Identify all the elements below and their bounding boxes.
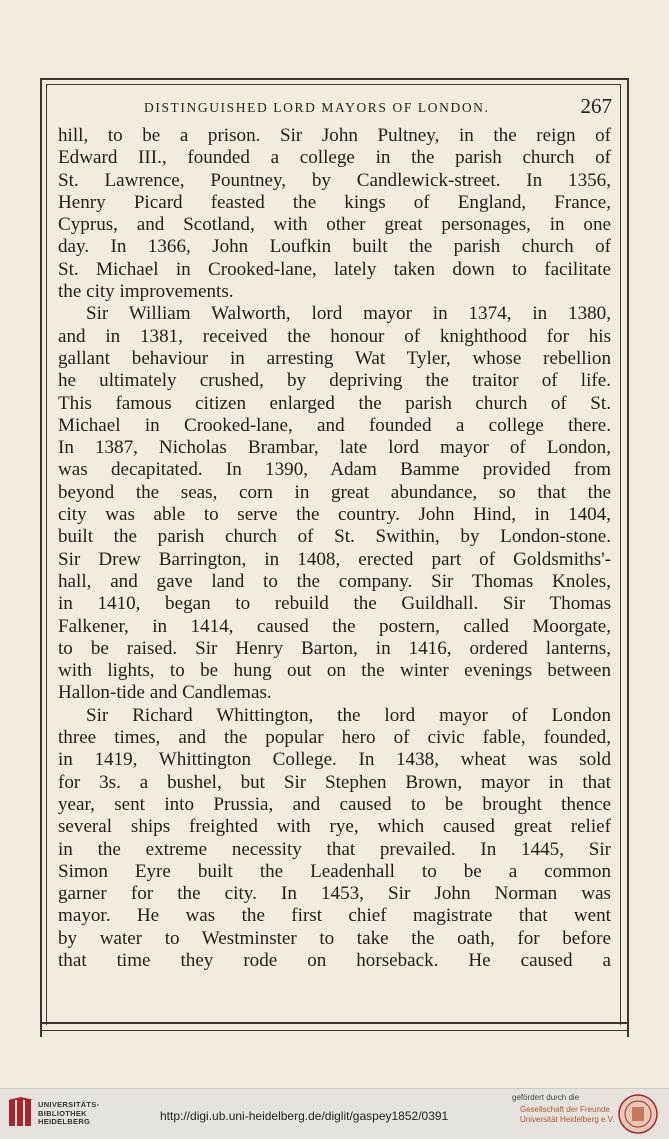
library-name: UNIVERSITÄTS- BIBLIOTHEK HEIDELBERG [38,1100,100,1127]
text-line: the city improvements. [58,281,234,303]
text-line: Edward III., founded a college in the parish church of [58,147,611,169]
text-line: mayor. He was the first chief magistrate that went [58,905,611,927]
text-line: that time they rode on horseback. He caused a [58,949,611,971]
bottom-rule [40,1022,627,1024]
text-line: Henry Picard feasted the kings of England, France, [58,191,611,213]
page-header [62,96,612,126]
text-line: Sir William Walworth, lord mayor in 1374, in 1380, [86,303,611,325]
text-line: hill, to be a prison. Sir John Pultney, in the reign of [58,125,611,146]
bottom-rule-thin [40,1030,627,1031]
text-line: several ships freighted with rye, which caused great relief [58,816,611,838]
running-head: DISTINGUISHED LORD MAYORS OF LONDON. [144,100,490,115]
text-line: by water to Westminster to take the oath, for before [58,927,611,949]
text-line: hall, and gave land to the company. Sir Thomas Knoles, [58,570,611,592]
text-line: Hallon-tide and Candlemas. [58,682,272,704]
university-seal-icon [618,1094,658,1134]
text-line: garner for the city. In 1453, Sir John Norman was [58,883,611,905]
text-line: This famous citizen enlarged the parish church of St. [58,392,611,414]
source-url-link[interactable]: http://digi.ub.uni-heidelberg.de/diglit/gaspey1852/0391 [160,1109,449,1123]
text-line: in 1419, Whittington College. In 1438, wheat was sold [58,749,611,771]
text-line: Sir Drew Barrington, in 1408, erected part of Goldsmiths'- [58,548,611,570]
page-number: 267 [580,94,612,118]
text-line: and in 1381, received the honour of knighthood for his [58,325,611,347]
text-line: to be raised. Sir Henry Barton, in 1416, ordered lanterns, [58,637,611,659]
text-line: St. Michael in Crooked-lane, lately taken down to facilitate [58,258,611,280]
text-line: gallant behaviour in arresting Wat Tyler, whose rebellion [58,347,611,369]
text-line: Simon Eyre built the Leadenhall to be a common [58,860,611,882]
text-line: Michael in Crooked-lane, and founded a college there. [58,414,611,436]
text-line: in 1410, began to rebuild the Guildhall. Sir Thomas [58,593,611,615]
text-line: for 3s. a bushel, but Sir Stephen Brown, mayor in that [58,771,611,793]
text-line: in the extreme necessity that prevailed. In 1445, Sir [58,838,611,860]
text-line: was decapitated. In 1390, Adam Bamme provided from [58,459,611,481]
text-line: three times, and the popular hero of civic fable, founded, [58,727,611,749]
sponsor-name: Gesellschaft der Freunde Universität Heidelberg e.V. [520,1105,615,1124]
text-line: St. Lawrence, Pountney, by Candlewick-street. In 1356, [58,169,611,191]
text-line: Cyprus, and Scotland, with other great personages, in one [58,214,611,236]
text-line: with lights, to be hung out on the winter evenings between [58,660,611,682]
text-line: beyond the seas, corn in great abundance, so that the [58,481,611,503]
text-line: Falkener, in 1414, caused the postern, called Moorgate, [58,615,611,637]
sponsor-label: gefördert durch die [512,1093,580,1102]
text-line: year, sent into Prussia, and caused to be brought thence [58,793,611,815]
text-line: In 1387, Nicholas Brambar, late lord mayor of London, [58,437,611,459]
text-line: built the parish church of St. Swithin, by London-stone. [58,526,611,548]
text-line: city was able to serve the country. John Hind, in 1404, [58,504,611,526]
digitization-footer [0,1088,669,1139]
library-logo-icon [8,1097,34,1129]
text-line: he ultimately crushed, by depriving the traitor of life. [58,370,611,392]
text-line: Sir Richard Whittington, the lord mayor of London [86,704,611,726]
text-line: day. In 1366, John Loufkin built the parish church of [58,236,611,258]
body-text [58,125,611,972]
